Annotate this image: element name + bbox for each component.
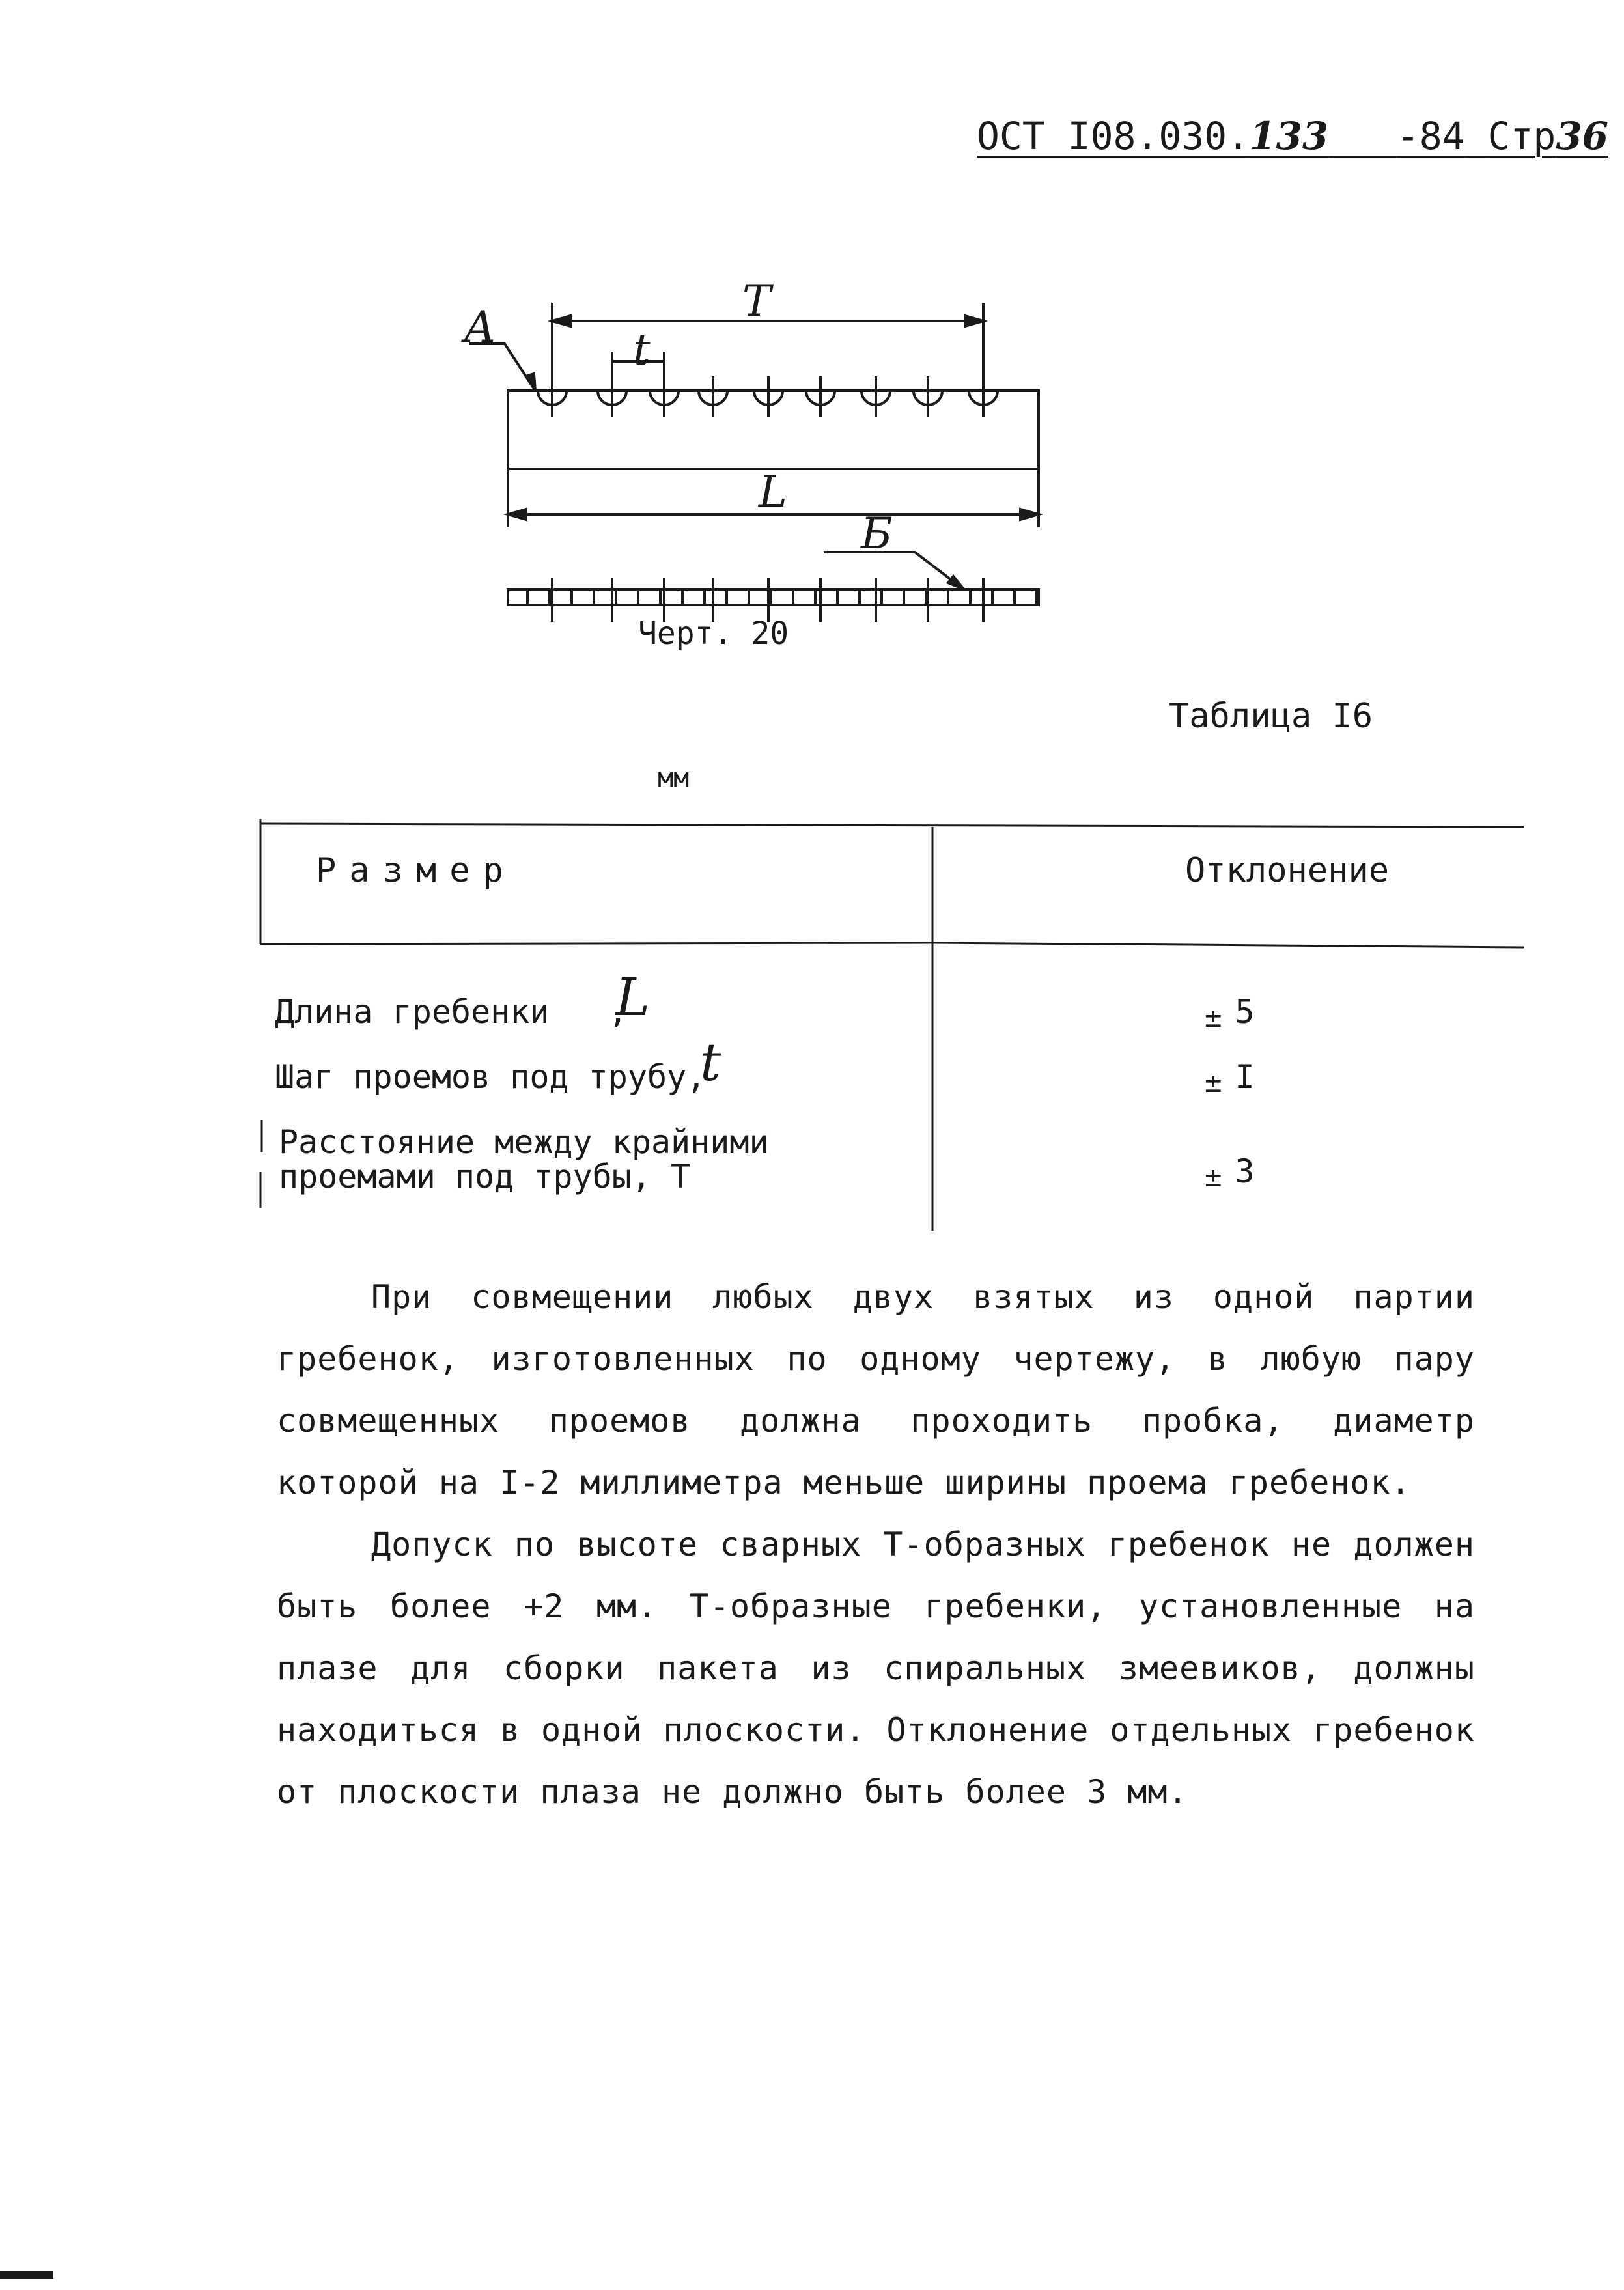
table-row-length-label: Длина гребенки ,	[275, 993, 628, 1031]
page-label: Стр	[1487, 114, 1556, 158]
label-L: L	[759, 467, 787, 517]
standard-code: ОСТ I08.030.	[977, 114, 1250, 158]
table-row-distance-label-2: проемами под трубы, Т	[279, 1158, 691, 1195]
handwritten-doc-number: 133	[1250, 114, 1329, 158]
page-number: 36	[1556, 114, 1609, 158]
label-A: А	[464, 302, 496, 352]
paragraph-1: При совмещении любых двух взятых из одной партии гребенок, изготовленных по одному чертежу, в любую пару совмещенных проемов должна проходить пробка, диаметр которой на I-2 миллиметра меньше ширины проема гребенок.	[277, 1278, 1475, 1501]
table-row-pitch-symbol: t	[700, 1032, 721, 1093]
column-header-size: Размер	[316, 851, 516, 890]
label-T: Т	[742, 276, 772, 326]
column-header-deviation: Отклонение	[1185, 851, 1390, 890]
label-t: t	[633, 325, 651, 375]
table-row-distance-label-1: Расстояние между крайними	[279, 1123, 769, 1161]
figure-caption: Черт. 20	[638, 615, 789, 652]
table-row-length-symbol: L	[615, 967, 651, 1027]
paragraph-2: Допуск по высоте сварных Т-образных гребенок не должен быть более +2 мм. Т-образные гребенки, установленные на плазе для сборки пакета из спиральных змеевиков, должны находиться в одной плоскости. Отклонение отдельных гребенок от плоскости плаза не должно быть более 3 мм.	[277, 1526, 1475, 1811]
label-B: Б	[861, 509, 893, 559]
page-edge-mark	[0, 2271, 53, 2279]
table-title: Таблица I6	[1169, 697, 1373, 736]
table-row-length-deviation: ± 5	[1205, 993, 1255, 1034]
table-row-pitch-deviation: ± I	[1205, 1058, 1255, 1099]
table-row-distance-deviation: ± 3	[1205, 1152, 1255, 1194]
table-row-pitch-label: Шаг проемов под трубу,	[275, 1058, 707, 1096]
standard-year: -84	[1396, 114, 1465, 158]
table-units: мм	[658, 763, 690, 793]
